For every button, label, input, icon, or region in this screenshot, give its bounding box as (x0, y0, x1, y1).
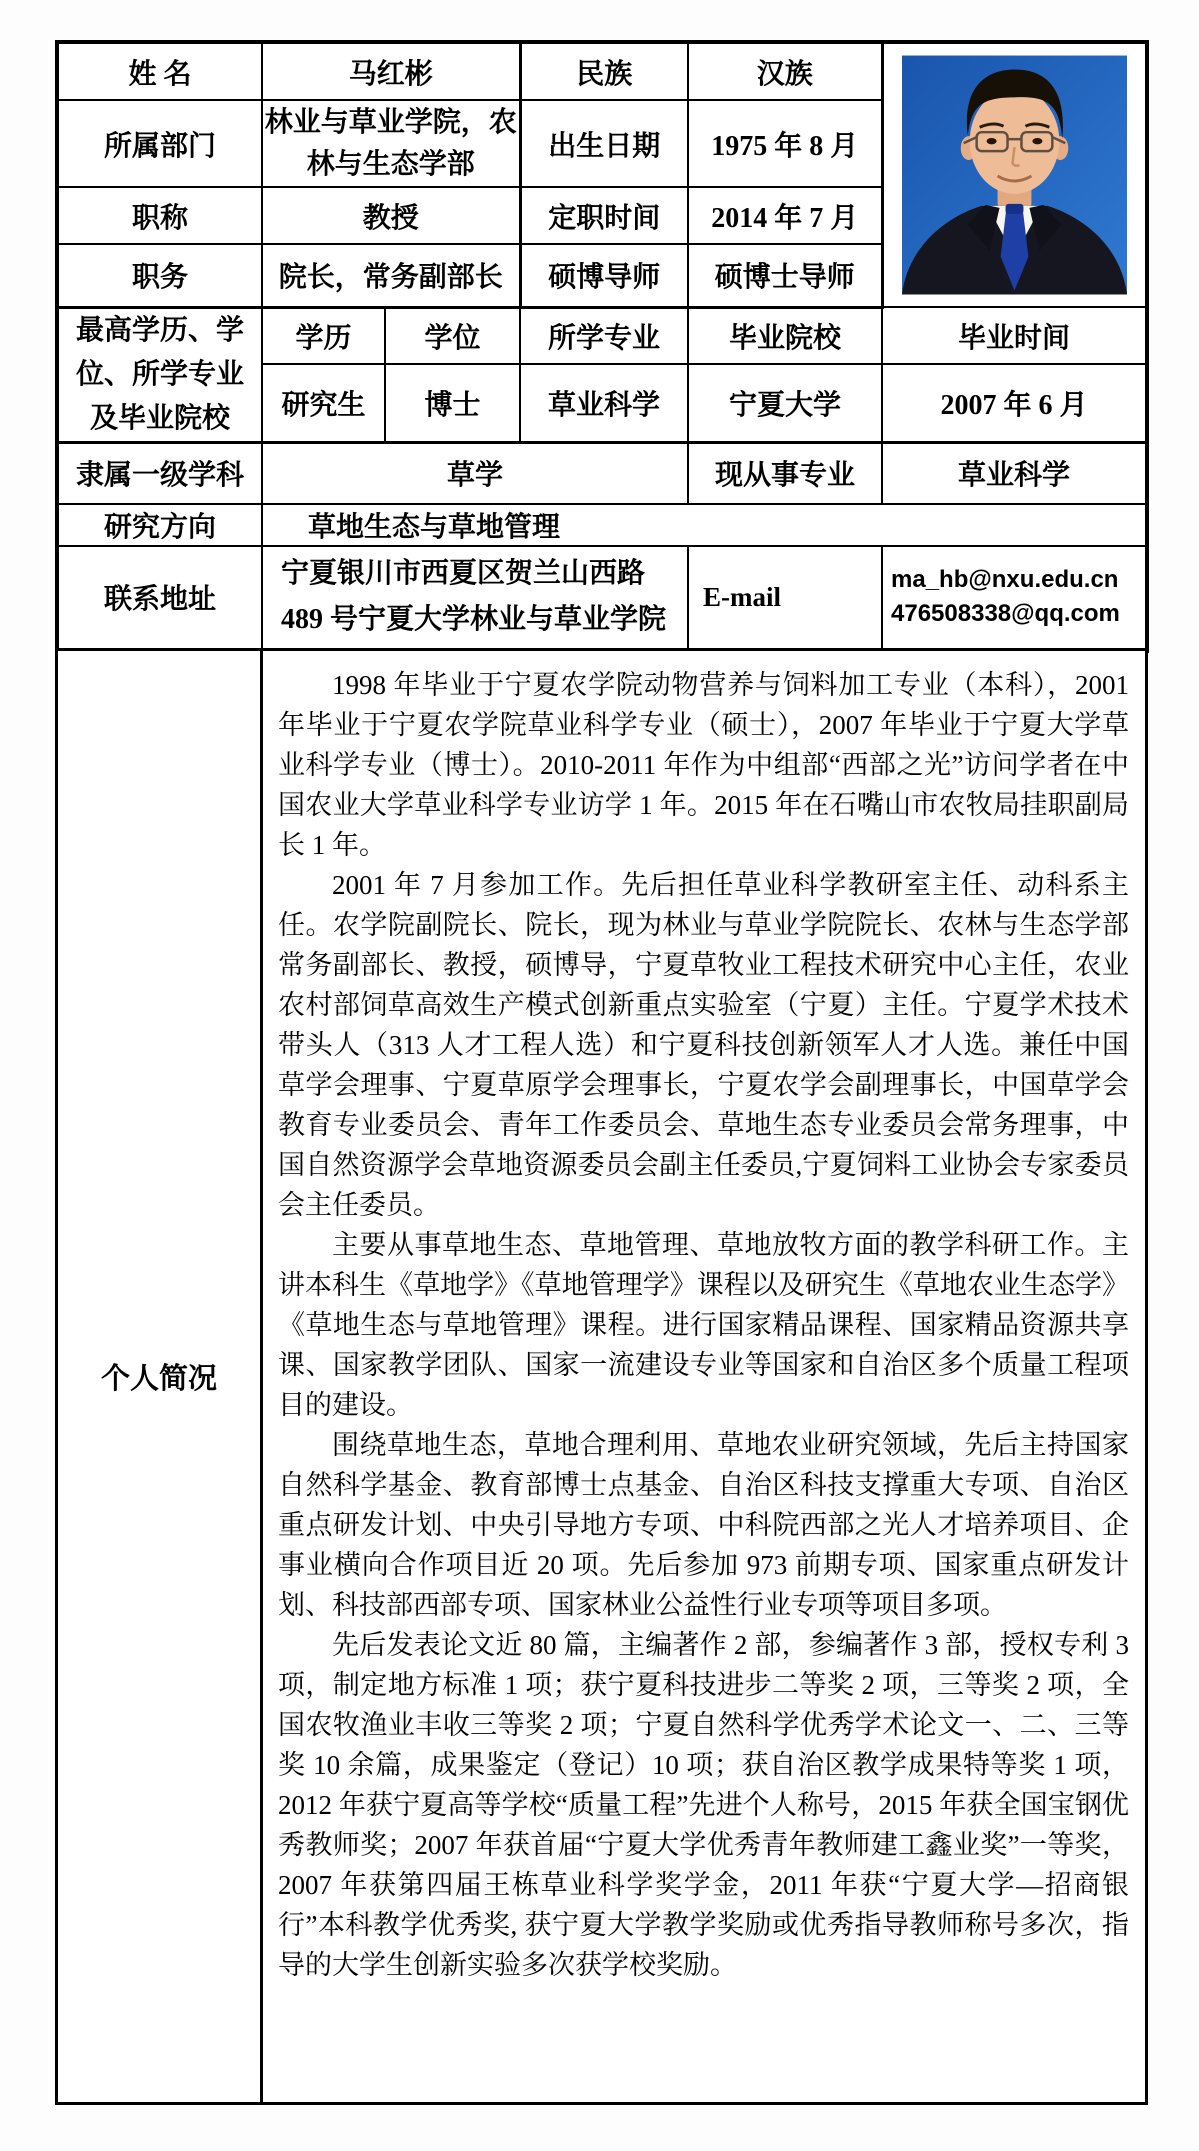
supervisor-label: 硕博导师 (520, 244, 688, 307)
name-label: 姓 名 (57, 42, 262, 100)
row-name (57, 42, 1147, 100)
bio-paragraph-4: 围绕草地生态，草地合理利用、草地农业研究领域，先后主持国家自然科学基金、教育部博士点基金、自治区科技支撑重大专项、自治区重点研发计划、中央引导地方专项、中科院西部之光人才培养项目、企事业横向合作项目近 20 项。先后参加 973 前期专项、国家重点研发计划、科技部西部专项、国家林业公益性行业专项等项目多项。 (278, 1430, 1129, 1620)
email-secondary: 476508338@qq.com (891, 600, 1120, 628)
row-bio (57, 650, 1147, 2104)
discipline-label: 隶属一级学科 (57, 442, 262, 504)
title-date-value: 2014 年 7 月 (688, 187, 882, 244)
address-value: 宁夏银川市西夏区贺兰山西路 489 号宁夏大学林业与草业学院 (262, 546, 688, 650)
title-label: 职称 (57, 187, 262, 244)
row-education-header (57, 307, 1147, 364)
bio-label: 个人简况 (57, 650, 262, 2104)
major-label: 所学专业 (520, 307, 688, 364)
email-values (882, 546, 1147, 650)
portrait-photo (902, 55, 1127, 295)
ethnicity-label: 民族 (520, 42, 688, 100)
department-value: 林业与草业学院，农林与生态学部 (262, 100, 520, 187)
current-major-label: 现从事专业 (688, 442, 882, 504)
title-value: 教授 (262, 187, 520, 244)
grad-date-label: 毕业时间 (882, 307, 1147, 364)
email-label: E-mail (688, 546, 882, 650)
department-label: 所属部门 (57, 100, 262, 187)
discipline-value: 草学 (262, 442, 688, 504)
name-value: 马红彬 (262, 42, 520, 100)
address-label: 联系地址 (57, 546, 262, 650)
research-label: 研究方向 (57, 504, 262, 546)
current-major-value: 草业科学 (882, 442, 1147, 504)
bio-paragraph-2: 2001 年 7 月参加工作。先后担任草业科学教研室主任、动科系主任。农学院副院长、院长，现为林业与草业学院院长、农林与生态学部常务副部长、教授，硕博导，宁夏草牧业工程技术研究中心主任，农业农村部饲草高效生产模式创新重点实验室（宁夏）主任。宁夏学术技术带头人（313 人才工程人选）和宁夏科技创新领军人才人选。兼任中国草学会理事、宁夏草原学会理事长，宁夏农学会副理事长，中国草学会教育专业委员会、青年工作委员会、草地生态专业委员会常务理事，中国自然资源学会草地资源委员会副主任委员,宁夏饲料工业协会专家委员会主任委员。 (278, 870, 1129, 1220)
school-label: 毕业院校 (688, 307, 882, 364)
email-primary: ma_hb@nxu.edu.cn (891, 566, 1119, 594)
degree-label: 学历 (262, 307, 385, 364)
bio-paragraph-5: 先后发表论文近 80 篇，主编著作 2 部，参编著作 3 部，授权专利 3 项，制定地方标准 1 项；获宁夏科技进步二等奖 2 项，三等奖 2 项，全国农牧渔业丰收三等奖 2 项；宁夏自然科学优秀学术论文一、二、三等奖 10 余篇，成果鉴定（登记）10 项；获自治区教学成果特等奖 1 项，2012 年获宁夏高等学校“质量工程”先进个人称号，2015 年获全国宝钢优秀教师奖；2007 年获首届“宁夏大学优秀青年教师建工鑫业奖”一等奖，2007 年获第四届王栋草业科学奖学金，2011 年获“宁夏大学—招商银行”本科教学优秀奖, 获宁夏大学教学奖励或优秀指导教师称号多次，指导的大学生创新实验多次获学校奖励。 (278, 1630, 1129, 1980)
major-value: 草业科学 (520, 364, 688, 442)
birth-date-value: 1975 年 8 月 (688, 100, 882, 187)
diploma-value: 博士 (385, 364, 520, 442)
research-value: 草地生态与草地管理 (262, 504, 1147, 546)
bio-paragraph-1: 1998 年毕业于宁夏农学院动物营养与饲料加工专业（本科），2001 年毕业于宁夏农学院草业科学专业（硕士），2007 年毕业于宁夏大学草业科学专业（博士）。2010-2011 年作为中组部“西部之光”访问学者在中国农业大学草业科学专业访学 1 年。2015 年在石嘴山市农牧局挂职副局长 1 年。 (278, 670, 1129, 860)
education-group-label: 最高学历、学位、所学专业及毕业院校 (57, 307, 262, 442)
position-value: 院长，常务副部长 (262, 244, 520, 307)
school-value: 宁夏大学 (688, 364, 882, 442)
row-contact (57, 546, 1147, 650)
title-date-label: 定职时间 (520, 187, 688, 244)
birth-date-label: 出生日期 (520, 100, 688, 187)
diploma-label: 学位 (385, 307, 520, 364)
bio-paragraph-3: 主要从事草地生态、草地管理、草地放牧方面的教学科研工作。主讲本科生《草地学》《草地管理学》课程以及研究生《草地农业生态学》《草地生态与草地管理》课程。进行国家精品课程、国家精品资源共享课、国家教学团队、国家一流建设专业等国家和自治区多个质量工程项目的建设。 (278, 1230, 1129, 1420)
position-label: 职务 (57, 244, 262, 307)
profile-info-table (55, 40, 1149, 653)
grad-date-value: 2007 年 6 月 (882, 364, 1147, 442)
ethnicity-value: 汉族 (688, 42, 882, 100)
bio-table (55, 648, 1148, 2105)
photo-cell (882, 42, 1147, 307)
bio-content (262, 650, 1147, 2104)
row-research (57, 504, 1147, 546)
row-discipline (57, 442, 1147, 504)
degree-value: 研究生 (262, 364, 385, 442)
supervisor-value: 硕博士导师 (688, 244, 882, 307)
